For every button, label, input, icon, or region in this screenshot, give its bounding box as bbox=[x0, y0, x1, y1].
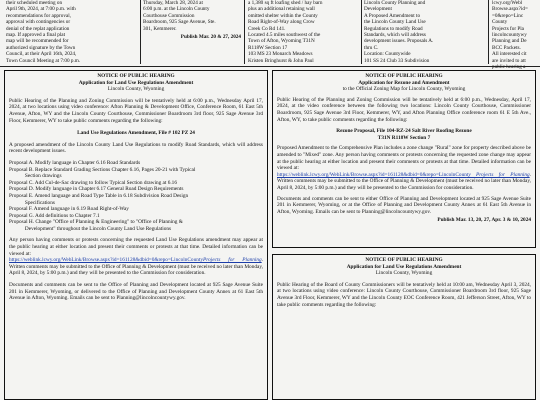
proposal-item: Proposal H. Change "Office of Planning & Engineering" to "Office of Planning & bbox=[9, 219, 183, 226]
projects-link[interactable]: Projects for Planning bbox=[203, 257, 262, 264]
text-line: Town Council Meeting at 7:00 p.m. bbox=[6, 57, 81, 64]
text-line: Lincoln County Planning and bbox=[364, 0, 426, 6]
proposal-item: Specifications bbox=[9, 199, 55, 206]
column-divider bbox=[140, 0, 141, 64]
text-line: Road Right-of-Way along Crow bbox=[248, 19, 315, 26]
notice-title: NOTICE OF PUBLIC HEARING bbox=[365, 73, 443, 79]
notice-county: Lincoln County, Wyoming bbox=[375, 270, 433, 277]
amendment-title: Land Use Regulations Amendment, File # 102 PZ 24 bbox=[77, 130, 195, 137]
text-line: their scheduled meeting on bbox=[6, 0, 63, 6]
text-line: Planning and De bbox=[492, 38, 527, 45]
text-line: All interested cit bbox=[492, 51, 527, 58]
text-line: the Lincoln County Land Use bbox=[364, 19, 426, 26]
notice-paragraph: Public Hearing of the Board of County Commissioners will be tentatively held at 10:00 am, Wednesday April 3, 2024, at two locations using video conference: Lincoln County Courthouse, Commissioner Boardroom 3rd floor, 925 Sage Avenue 3rd Floor, Kemmerer, WY and the Lincoln County EOC Conference Room, 421 Jefferson Street, Afton, WY to take public comments regarding the following: bbox=[277, 281, 531, 308]
projects-link[interactable]: ty Projects for Planning bbox=[466, 171, 530, 178]
section-divider bbox=[0, 66, 540, 67]
text-line: map. If approved a final plat bbox=[6, 32, 66, 39]
notice-subtitle-2: to the Official Zoning Map for Lincoln County, Wyoming bbox=[342, 86, 466, 93]
top-column-2 bbox=[143, 0, 241, 40]
text-line: Kristen Bringhurst & John Paul bbox=[248, 57, 314, 64]
text-line: County bbox=[492, 19, 508, 26]
text-line: April 9th, 2024, at 7:00 p.m. with bbox=[6, 6, 76, 13]
text-line: A Proposed Amendment to bbox=[364, 12, 421, 19]
text-line: BCC Packets. bbox=[492, 44, 521, 51]
text-line: omitted shelter within the County bbox=[248, 12, 318, 19]
column-divider bbox=[244, 0, 245, 64]
publish-line: Publish Mar. 13, 20, 27, Apr. 3 & 10, 2024 bbox=[437, 217, 531, 224]
notice-paragraph: Documents and comments can be sent to the Office of Planning and Development located at 925 Sage Avenue Suite 201 in Kemmerer, Wyoming, or delivered to the Office of Planning and Development County Annex at 61 East 5th Avenue in Afton, Wyoming. Emails can be sent to Planning@lincolncountywy.gov. bbox=[9, 282, 263, 302]
proposal-list bbox=[9, 160, 263, 233]
text-line: Development bbox=[364, 6, 392, 13]
text-line: thru C. bbox=[364, 44, 379, 51]
text-line: Standards, which will address bbox=[364, 32, 426, 39]
proposal-item: Proposal D. Modify language in Chapter 6.17 General Road Design Requirements bbox=[9, 186, 184, 193]
proposal-item: Proposal C. Add Cul-de-Sac drawing to follow Typical Section drawing at 6.16 bbox=[9, 179, 177, 186]
notice-subtitle: Application for Land Use Regulations Amendment bbox=[346, 263, 462, 270]
proposal-item: Proposal A. Modify language in Chapter 6.16 Road Standards bbox=[9, 159, 141, 166]
notice-paragraph: A proposed amendment of the Lincoln County Land Use Regulations to modify Road Standards, which will address recent development issues. bbox=[9, 141, 263, 155]
weblink-link[interactable]: https://weblink.lcwy.org/WebLink/Browse.aspx?id=161128&dbid=0&repo=LincolnCoun bbox=[277, 171, 467, 178]
notice-rezone bbox=[272, 70, 536, 248]
notice-link-paragraph bbox=[277, 172, 531, 192]
notice-paragraph-tail: . Written comments may be submitted to the Office of Planning & Development (must be received no later than Monday, April 8, 2024, by 5:00 p.m.) and they will be presented to the Commission for consideration. bbox=[9, 257, 263, 277]
text-line: authorized signature by the Town bbox=[6, 44, 76, 51]
text-line: Thursday, March 28, 2024 at bbox=[143, 0, 203, 6]
text-line: Courthouse Commission bbox=[143, 12, 195, 19]
text-line: a 1,380 sq ft loafing shed / hay barn bbox=[248, 0, 323, 6]
proposal-item: Proposal F. Amend language in 6.19 Road Right-of-Way bbox=[9, 206, 129, 213]
notice-subtitle: Application for Land Use Regulations Amendment bbox=[78, 79, 194, 86]
notice-paragraph: Documents and comments can be sent to either Office of Planning and Development located at 925 Sage Avenue Suite 201 in Kemmerer, Wyoming, or at the Office of Planning and Development County Annex at 61 East 5th Avenue in Afton, Wyoming. Emails can be sent to Planning@lincolncountywy.gov. bbox=[277, 195, 531, 215]
text-line: recommendations for approval, bbox=[6, 12, 71, 19]
text-line: plus an additional retaining wall bbox=[248, 6, 315, 13]
notice-paragraph: Any person having comments or protests concerning the requested Land Use Regulations amendment may appear at the public hearing at either location and present their comments or protests at that time. Detailed information can be viewed at: bbox=[9, 237, 263, 257]
proposal-item: Development" throughout the Lincoln County Land Use Regulations bbox=[9, 225, 172, 232]
text-line: Browse.aspx?id= bbox=[492, 6, 528, 13]
proposal-item: Section drawings bbox=[9, 173, 62, 180]
rezone-title: Rezone Proposal, File 104-RZ-24 Salt River Roofing Rezone bbox=[336, 128, 472, 135]
text-line: map will be recommended for bbox=[6, 38, 69, 45]
notice-paragraph-tail: . Written comments may be submitted to the Office of Planning & Development (must be received no later than Monday, April 8, 2024, by 5:00 p.m.) and they will be presented to the Commission for consideration. bbox=[277, 171, 531, 191]
top-column-4 bbox=[364, 0, 484, 64]
column-divider bbox=[361, 0, 362, 64]
proposal-item: Proposal B. Replace Standard Grading Sections Chapter 6.16, Pages 20-21 with Typical bbox=[9, 166, 196, 173]
top-column-1 bbox=[6, 0, 110, 64]
notice-title: NOTICE OF PUBLIC HEARING bbox=[365, 257, 443, 263]
text-line: 101 SS 24 Club 33 Subdivision bbox=[364, 57, 430, 64]
text-line: Location: Countywide bbox=[364, 51, 411, 58]
text-line: denial of the replat application bbox=[6, 25, 70, 32]
proposal-item: Proposal E. Amend language and Road Type Table in 6.18 Subdivision Road Design bbox=[9, 192, 189, 199]
notice-subtitle: Application for Rezone and Amendment bbox=[358, 79, 450, 86]
text-line: lcwy.org/Webl bbox=[492, 0, 523, 6]
notice-county: Lincoln County, Wyoming bbox=[107, 86, 165, 93]
text-line: Creek Co Rd 141. bbox=[248, 25, 286, 32]
text-line: Boardroom, 925 Sage Avenue, Ste. bbox=[143, 19, 216, 26]
text-line: approval with contingencies or bbox=[6, 19, 71, 26]
rezone-location: T31N R118W Section 7 bbox=[377, 134, 431, 141]
text-line: Council, at their April 16th, 2024, bbox=[6, 51, 77, 58]
publish-line-top: Publish Mar. 20 & 27, 2024 bbox=[180, 34, 241, 41]
weblink-link[interactable]: https://weblink.lcwy.org/WebLink/Browse.aspx?id=161128&dbid=0&repo=LincolnCounty bbox=[9, 257, 204, 264]
notice-land-use-amendment bbox=[4, 70, 268, 400]
text-line: =0&repo=Linc bbox=[492, 12, 524, 19]
text-line: Town of Afton, Wyoming T31N bbox=[248, 38, 315, 45]
top-column-3 bbox=[248, 0, 358, 64]
text-line: Projects for Pla bbox=[492, 25, 524, 32]
proposal-item: Proposal G. Add definitions to Chapter 7.1 bbox=[9, 212, 100, 219]
notice-paragraph: Public Hearing of the Planning and Zoning Commission will be tentatively held at 6:00 p.m., Wednesday, April 17, 2024, at the video conference between the following two locations: Lincoln County Courthouse, Commissioner Boardroom, 925 Sage Avenue 3rd Floor, Kemmerer, WY, and Afton Planning Office conference room 61 E 5th Ave., Afton, WY, to take public comments regarding the following: bbox=[277, 96, 531, 123]
text-line: development issues. Proposals A. bbox=[364, 38, 434, 45]
notice-title: NOTICE OF PUBLIC HEARING bbox=[97, 73, 175, 79]
notice-paragraph: Public Hearing of the Planning and Zoning Commission will be tentatively held at 6:00 p.m., Wednesday April 17, 2024, at two locations using video conference: Afton Planning & Development Office, Conference Room, 61 East 5th Avenue, Afton, WY and the Lincoln County Courthouse, Commissioner Boardroom 3rd floor, 925 Sage Avenue 3rd Floor, Kemmerer, WY to take public comments regarding the following: bbox=[9, 97, 263, 124]
notice-paragraph: Proposed Amendment to the Comprehensive Plan includes a zone change "Rural" zone for property described above be amended to "Mixed" zone. Any person having comments or protests concerning the requested zone change may appear at the public hearing at either location and present their comments or protests at that time. Detailed information can be viewed at: bbox=[277, 145, 531, 172]
text-line: Located 4.5 miles southwest of the bbox=[248, 32, 321, 39]
notice-link-paragraph bbox=[9, 257, 263, 277]
text-line: 301, Kemmerer. bbox=[143, 25, 177, 32]
text-line: are invited to att bbox=[492, 57, 526, 64]
text-line: 6:00 p.m. at the Lincoln County bbox=[143, 6, 210, 13]
column-divider bbox=[488, 0, 489, 64]
text-line: R118W Section 17 bbox=[248, 44, 288, 51]
notice-land-use-amendment-bcc bbox=[272, 254, 536, 400]
text-line: 103 MS 23 Monarch Meadows bbox=[248, 51, 313, 58]
text-line: lincolncountywy bbox=[492, 32, 527, 39]
text-line: Regulations to modify Road bbox=[364, 25, 423, 32]
text-line: public hearing a bbox=[492, 64, 526, 71]
